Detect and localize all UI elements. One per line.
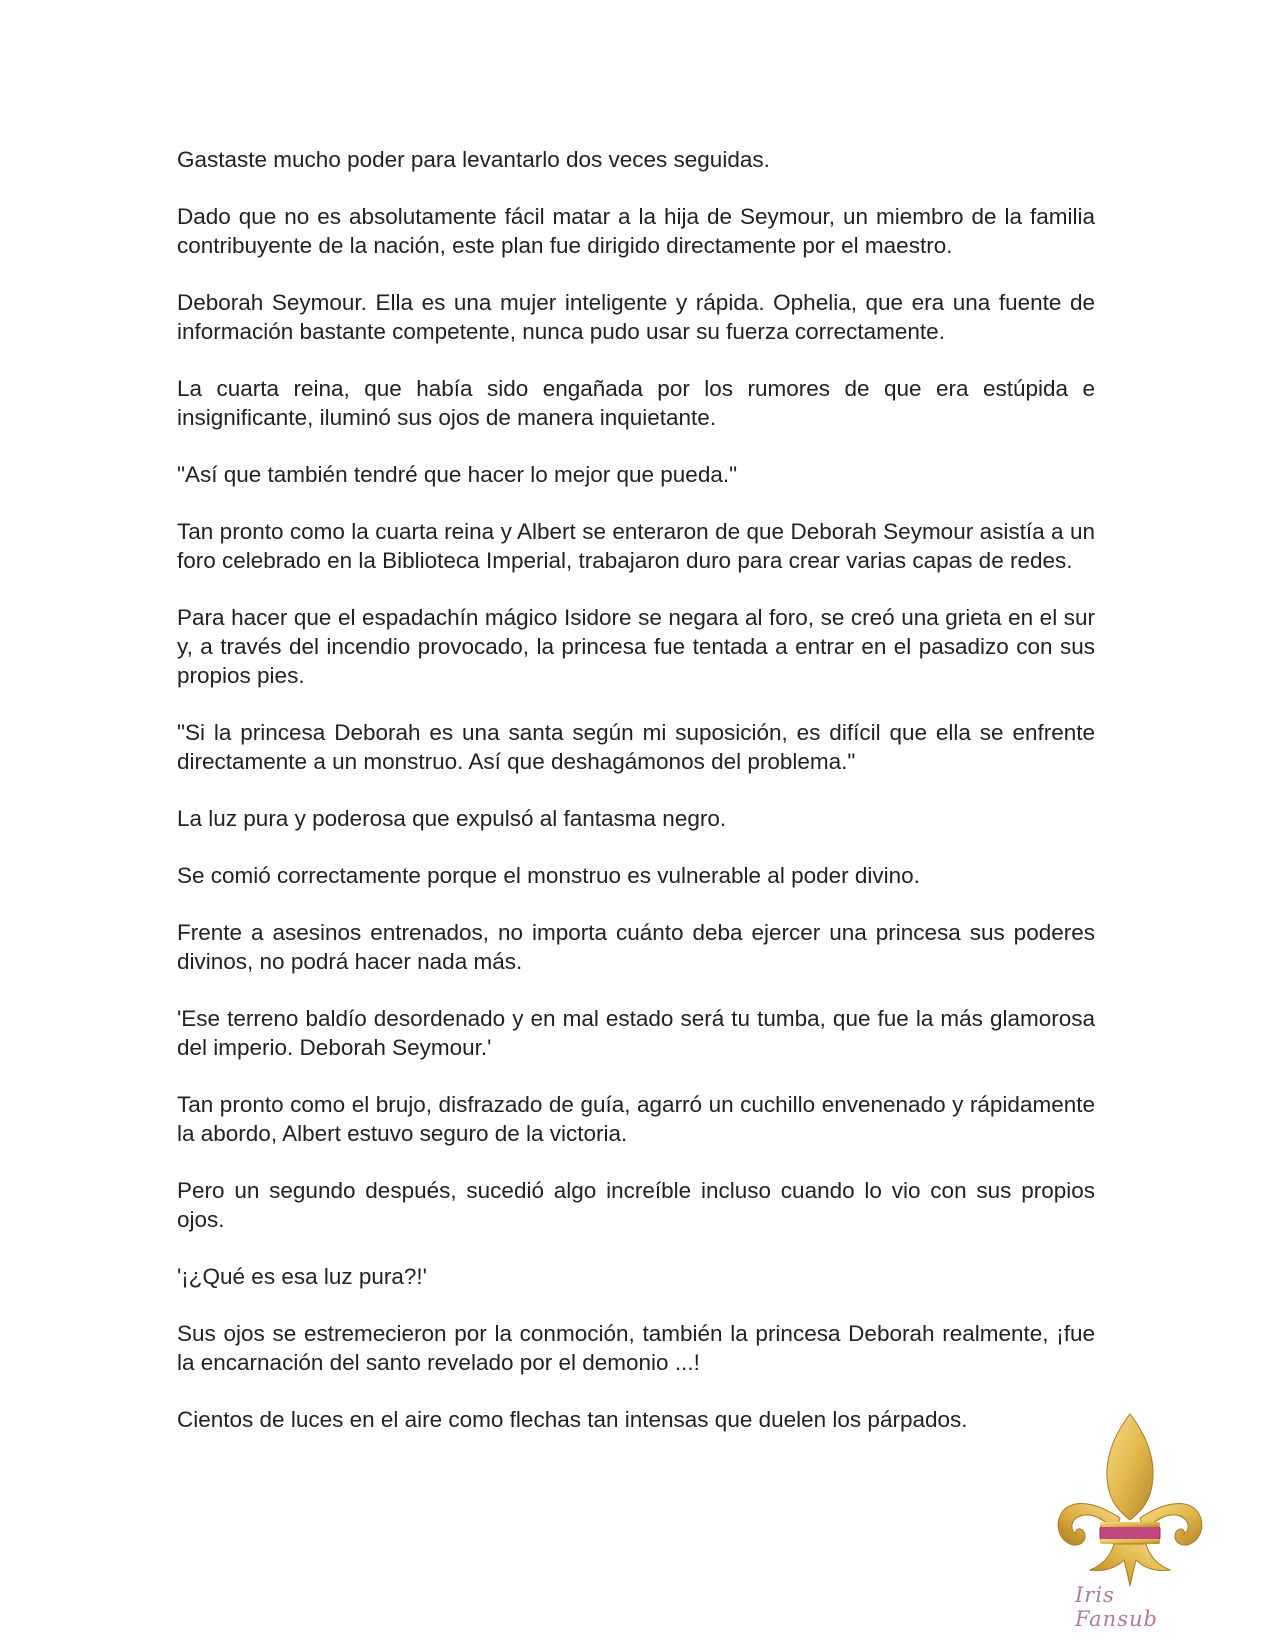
paragraph: Para hacer que el espadachín mágico Isidore se negara al foro, se creó una grieta en el sur y, a través del incendio provocado, la princesa fue tentada a entrar en el pasadizo con sus propios pies. bbox=[177, 605, 1095, 688]
paragraph: La luz pura y poderosa que expulsó al fantasma negro. bbox=[177, 806, 727, 831]
body-text bbox=[177, 145, 1095, 1462]
paragraph: Pero un segundo después, sucedió algo increíble incluso cuando lo vio con sus propios ojos. bbox=[177, 1178, 1095, 1232]
paragraph: Frente a asesinos entrenados, no importa cuánto deba ejercer una princesa sus poderes divinos, no podrá hacer nada más. bbox=[177, 920, 1095, 974]
paragraph: La cuarta reina, que había sido engañada por los rumores de que era estúpida e insignificante, iluminó sus ojos de manera inquietante. bbox=[177, 376, 1095, 430]
paragraph: Tan pronto como la cuarta reina y Albert se enteraron de que Deborah Seymour asistía a un foro celebrado en la Biblioteca Imperial, trabajaron duro para crear varias capas de redes. bbox=[177, 519, 1095, 573]
paragraph: Se comió correctamente porque el monstruo es vulnerable al poder divino. bbox=[177, 863, 920, 888]
fleur-de-lis-icon bbox=[1050, 1410, 1210, 1590]
paragraph: Deborah Seymour. Ella es una mujer inteligente y rápida. Ophelia, que era una fuente de información bastante competente, nunca pudo usar su fuerza correctamente. bbox=[177, 290, 1095, 344]
paragraph: Tan pronto como el brujo, disfrazado de guía, agarró un cuchillo envenenado y rápidamente la abordo, Albert estuvo seguro de la victoria. bbox=[177, 1092, 1095, 1146]
paragraph: '¡¿Qué es esa luz pura?!' bbox=[177, 1264, 427, 1289]
paragraph: Dado que no es absolutamente fácil matar a la hija de Seymour, un miembro de la familia contribuyente de la nación, este plan fue dirigido directamente por el maestro. bbox=[177, 204, 1095, 258]
watermark-signature: Iris Fansub bbox=[1075, 1583, 1158, 1631]
paragraph: "Si la princesa Deborah es una santa según mi suposición, es difícil que ella se enfrente directamente a un monstruo. Así que deshagámonos del problema." bbox=[177, 720, 1095, 774]
paragraph: Cientos de luces en el aire como flechas tan intensas que duelen los párpados. bbox=[177, 1407, 968, 1432]
paragraph: Sus ojos se estremecieron por la conmoción, también la princesa Deborah realmente, ¡fue la encarnación del santo revelado por el demonio ...! bbox=[177, 1321, 1095, 1375]
paragraph: "Así que también tendré que hacer lo mejor que pueda." bbox=[177, 462, 738, 487]
paragraph: Gastaste mucho poder para levantarlo dos veces seguidas. bbox=[177, 147, 770, 172]
paragraph: 'Ese terreno baldío desordenado y en mal estado será tu tumba, que fue la más glamorosa del imperio. Deborah Seymour.' bbox=[177, 1006, 1095, 1060]
